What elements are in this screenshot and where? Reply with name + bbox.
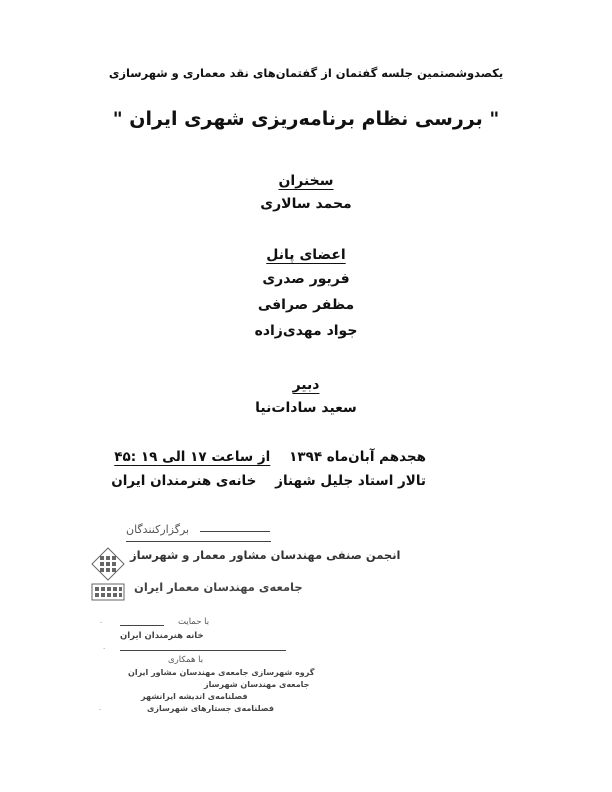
event-time: از ساعت ۱۷ الی ۱۹ :۴۵ bbox=[114, 449, 271, 465]
divider bbox=[200, 531, 270, 532]
event-date-line bbox=[114, 449, 426, 465]
scan-mark: · bbox=[99, 706, 102, 714]
organizer-item: جامعه‌ی مهندسان معمار ایران bbox=[134, 580, 303, 594]
panel-member: جواد مهدی‌زاده bbox=[254, 323, 358, 339]
panel-member: فریور صدری bbox=[262, 271, 350, 287]
collaborator-item: فصلنامه‌ی اندیشه ایرانشهر bbox=[141, 692, 248, 701]
speakers-heading: سخنران bbox=[278, 173, 334, 189]
secretary-name: سعید سادات‌نیا bbox=[255, 400, 357, 416]
collaborator-item: فصلنامه‌ی جستارهای شهرسازی bbox=[147, 704, 274, 713]
divider bbox=[126, 541, 271, 542]
organizers-label: برگزارکنندگان bbox=[126, 523, 190, 536]
collaborator-item: گروه شهرسازی جامعه‌ی مهندسان مشاور ایران bbox=[128, 668, 315, 677]
collaborator-item: جامعه‌ی مهندسان شهرساز bbox=[204, 680, 310, 689]
organizer-logo-icon bbox=[90, 546, 126, 602]
event-date: هجدهم آبان‌ماه ۱۳۹۴ bbox=[289, 449, 426, 465]
support-label: با حمایت bbox=[178, 617, 210, 627]
collaboration-label: با همکاری bbox=[168, 655, 204, 665]
speaker-name: محمد سالاری bbox=[260, 196, 352, 212]
divider bbox=[120, 650, 286, 651]
page-title: " بررسی نظام برنامه‌ریزی شهری ایران " bbox=[112, 108, 500, 130]
panel-heading: اعضای پانل bbox=[266, 247, 346, 263]
scan-mark: · bbox=[103, 645, 106, 653]
series-subtitle: یکصدوشصتمین جلسه گفتمان از گفتمان‌های نقد معماری و شهرسازی bbox=[108, 66, 504, 80]
support-name: خانه هنرمندان ایران bbox=[120, 631, 204, 641]
event-venue-line bbox=[111, 473, 426, 489]
organizer-item: انجمن صنفی مهندسان مشاور معمار و شهرساز bbox=[130, 548, 401, 562]
secretary-heading: دبیر bbox=[292, 377, 320, 393]
panel-member: مظفر صرافی bbox=[257, 297, 355, 313]
event-venue-org: خانه‌ی هنرمندان ایران bbox=[111, 473, 257, 489]
scan-mark: · bbox=[100, 619, 103, 627]
event-venue: تالار استاد جلیل شهناز bbox=[275, 473, 426, 489]
divider bbox=[120, 625, 164, 626]
